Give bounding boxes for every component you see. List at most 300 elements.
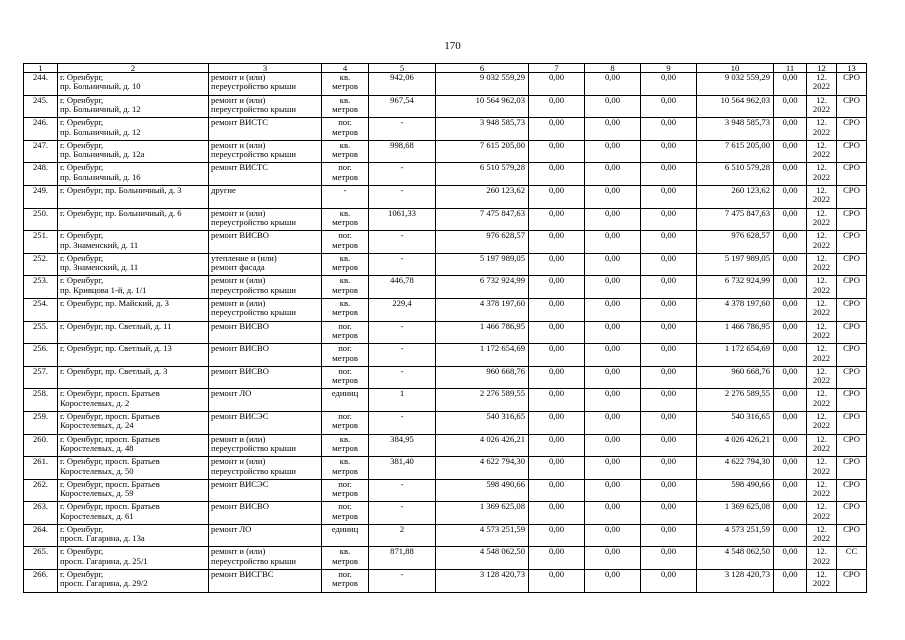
cost-col10-text: 3 128 420,73 [724, 569, 770, 580]
column-header: 9 [641, 64, 697, 73]
completion-date-cell [807, 73, 837, 96]
work-type-cell [209, 185, 322, 208]
cost-total-text: 7 615 205,00 [479, 140, 525, 150]
quantity-cell [369, 118, 436, 141]
cost-col7-text: 0,00 [548, 208, 565, 218]
completion-date-cell [807, 366, 837, 389]
cost-col9-cell [641, 95, 697, 118]
row-number-text: 255. [32, 321, 49, 331]
cost-col10-cell [697, 208, 774, 231]
cost-col9-cell [641, 457, 697, 480]
quantity-text: 384,95 [390, 434, 414, 444]
completion-date-cell [807, 479, 837, 502]
work-type-text: ремонт и (или) [211, 275, 266, 286]
funding-type-cell [837, 140, 867, 163]
address-cell [58, 502, 209, 525]
completion-date-cell [807, 253, 837, 276]
table-row [24, 298, 867, 321]
cost-col8-cell [585, 457, 641, 480]
cost-col7-text: 0,00 [548, 434, 565, 444]
cost-col8-cell [585, 434, 641, 457]
row-number-cell [24, 298, 58, 321]
address-cell [58, 140, 209, 163]
address-cell [58, 231, 209, 254]
work-type-text: переустройство крыши [211, 216, 296, 227]
row-number-text: 248. [32, 162, 49, 173]
table-row [24, 208, 867, 231]
cost-col8-cell [585, 298, 641, 321]
quantity-text: 1 [399, 388, 405, 399]
row-number-text: 244. [32, 72, 49, 82]
completion-date-text: 2022 [812, 194, 831, 205]
address-text: Коростелевых, д. 2 [60, 397, 130, 408]
work-type-cell [209, 253, 322, 276]
cost-total-text: 10 564 962,03 [475, 95, 525, 105]
cost-col8-text: 0,00 [604, 524, 621, 534]
work-type-text: ремонт и (или) [211, 140, 266, 150]
work-type-cell [209, 276, 322, 299]
cost-col8-text: 0,00 [604, 253, 621, 263]
cost-col9-text: 0,00 [660, 524, 677, 534]
column-header: 11 [774, 64, 807, 73]
row-number-cell [24, 457, 58, 480]
row-number-text: 264. [32, 524, 49, 534]
work-type-text: переустройство крыши [211, 81, 296, 92]
cost-total-cell [436, 231, 529, 254]
cost-col10-text: 260 123,62 [731, 185, 770, 195]
cost-col8-text: 0,00 [604, 479, 621, 489]
row-number-cell [24, 366, 58, 389]
cost-col11-text: 0,00 [782, 524, 798, 534]
cost-col7-text: 0,00 [548, 479, 565, 489]
address-text: г. Оренбург, [60, 140, 104, 150]
row-number-text: 257. [32, 366, 49, 376]
table-row [24, 389, 867, 412]
cost-col9-cell [641, 344, 697, 367]
cost-col9-text: 0,00 [660, 72, 677, 82]
unit-text: метров [332, 284, 358, 295]
cost-col7-text: 0,00 [548, 366, 565, 376]
quantity-cell [369, 208, 436, 231]
address-text: г. Оренбург, просп. Братьев [60, 501, 160, 512]
quantity-text: - [400, 411, 404, 421]
cost-col9-text: 0,00 [660, 253, 677, 263]
unit-cell [322, 366, 369, 389]
address-text: пр. Больничный, д. 12 [60, 126, 141, 137]
unit-cell [322, 118, 369, 141]
cost-col7-cell [529, 479, 585, 502]
unit-text: метров [332, 262, 358, 273]
cost-col8-cell [585, 253, 641, 276]
address-text: г. Оренбург, пр. Светлый, д. 3 [60, 366, 168, 376]
cost-col10-cell [697, 185, 774, 208]
cost-col10-text: 540 316,65 [731, 411, 770, 421]
completion-date-text: 2022 [812, 397, 831, 408]
unit-text: метров [332, 307, 358, 318]
cost-col10-text: 2 276 589,55 [724, 388, 770, 399]
work-type-cell [209, 163, 322, 186]
table-row [24, 524, 867, 547]
unit-text: пог. [338, 501, 352, 512]
completion-date-text: 12. [816, 95, 827, 105]
cost-col11-cell [774, 321, 807, 344]
cost-col11-cell [774, 457, 807, 480]
completion-date-text: 12. [816, 321, 827, 331]
unit-cell [322, 73, 369, 96]
cost-col9-cell [641, 140, 697, 163]
work-type-cell [209, 321, 322, 344]
cost-total-text: 4 548 062,50 [479, 546, 525, 557]
completion-date-cell [807, 95, 837, 118]
address-text: просп. Гагарина, д. 25/1 [60, 555, 148, 566]
unit-cell [322, 298, 369, 321]
unit-text: кв. [339, 72, 351, 82]
cost-col11-text: 0,00 [782, 95, 798, 105]
cost-col11-cell [774, 73, 807, 96]
row-number-cell [24, 231, 58, 254]
completion-date-text: 2022 [812, 262, 831, 273]
row-number-text: 261. [32, 456, 49, 467]
funding-type-text: СРО [843, 343, 860, 354]
work-type-text: переустройство крыши [211, 442, 296, 453]
unit-text: единиц [331, 388, 359, 399]
completion-date-text: 2022 [812, 216, 831, 227]
funding-type-text: СРО [843, 208, 860, 218]
cost-col8-text: 0,00 [604, 411, 621, 421]
cost-col8-text: 0,00 [604, 456, 621, 467]
quantity-text: - [400, 185, 404, 195]
cost-col10-cell [697, 344, 774, 367]
row-number-cell [24, 73, 58, 96]
completion-date-text: 2022 [812, 420, 831, 431]
cost-total-cell [436, 95, 529, 118]
completion-date-text: 2022 [812, 329, 831, 340]
cost-total-cell [436, 208, 529, 231]
address-text: просп. Гагарина, д. 29/2 [60, 578, 148, 589]
cost-col9-text: 0,00 [660, 411, 677, 421]
quantity-text: - [400, 569, 404, 580]
cost-total-cell [436, 321, 529, 344]
unit-text: метров [332, 510, 358, 521]
address-text: г. Оренбург, пр. Больничный, д. 6 [60, 208, 182, 218]
cost-col10-cell [697, 389, 774, 412]
funding-type-text: СС [845, 546, 858, 557]
address-text: пр. Больничный, д. 16 [60, 171, 141, 182]
unit-cell [322, 208, 369, 231]
cost-col8-text: 0,00 [604, 569, 621, 580]
completion-date-text: 12. [816, 501, 827, 512]
cost-col7-text: 0,00 [548, 162, 565, 173]
work-type-cell [209, 570, 322, 593]
unit-cell [322, 411, 369, 434]
cost-col10-text: 5 197 989,05 [724, 253, 770, 263]
address-cell [58, 163, 209, 186]
cost-col8-text: 0,00 [604, 140, 621, 150]
cost-col11-cell [774, 163, 807, 186]
cost-col8-cell [585, 163, 641, 186]
cost-col7-cell [529, 570, 585, 593]
unit-text: кв. [339, 208, 351, 218]
completion-date-text: 12. [816, 569, 827, 580]
cost-col9-text: 0,00 [660, 208, 677, 218]
cost-col8-cell [585, 524, 641, 547]
cost-col7-text: 0,00 [548, 569, 565, 580]
completion-date-text: 12. [816, 140, 827, 150]
cost-col11-text: 0,00 [782, 456, 798, 467]
funding-type-cell [837, 185, 867, 208]
completion-date-cell [807, 231, 837, 254]
cost-total-cell [436, 411, 529, 434]
work-type-cell [209, 298, 322, 321]
table-row [24, 276, 867, 299]
table-row [24, 73, 867, 96]
unit-text: пог. [338, 479, 352, 489]
completion-date-text: 12. [816, 275, 827, 286]
unit-cell [322, 163, 369, 186]
cost-col11-text: 0,00 [782, 230, 798, 241]
row-number-text: 245. [32, 95, 49, 105]
work-type-cell [209, 118, 322, 141]
completion-date-cell [807, 321, 837, 344]
quantity-text: - [400, 343, 404, 354]
cost-col7-text: 0,00 [548, 117, 565, 128]
cost-col7-cell [529, 95, 585, 118]
cost-col7-text: 0,00 [548, 524, 565, 534]
cost-col8-text: 0,00 [604, 298, 621, 308]
cost-col8-cell [585, 479, 641, 502]
cost-total-text: 9 032 559,29 [479, 72, 525, 82]
cost-col8-text: 0,00 [604, 434, 621, 444]
cost-col11-text: 0,00 [782, 321, 798, 331]
work-type-text: ремонт ЛО [211, 524, 252, 534]
cost-col8-cell [585, 95, 641, 118]
column-header: 12 [807, 64, 837, 73]
funding-type-cell [837, 208, 867, 231]
completion-date-text: 2022 [812, 149, 831, 160]
cost-col8-cell [585, 366, 641, 389]
cost-total-text: 260 123,62 [486, 185, 525, 195]
cost-total-cell [436, 185, 529, 208]
cost-total-cell [436, 434, 529, 457]
table-row [24, 163, 867, 186]
unit-text: кв. [339, 140, 351, 150]
completion-date-text: 12. [816, 298, 827, 308]
cost-col7-cell [529, 389, 585, 412]
cost-col7-text: 0,00 [548, 140, 565, 150]
cost-total-cell [436, 524, 529, 547]
quantity-cell [369, 547, 436, 570]
cost-col9-text: 0,00 [660, 230, 677, 241]
funding-type-cell [837, 321, 867, 344]
unit-cell [322, 389, 369, 412]
completion-date-cell [807, 389, 837, 412]
cost-col11-text: 0,00 [782, 208, 798, 218]
unit-text: кв. [339, 456, 351, 467]
cost-col10-text: 6 510 579,28 [724, 162, 770, 173]
table-row [24, 366, 867, 389]
row-number-text: 260. [32, 434, 49, 444]
work-type-text: ремонт ВИСГВС [211, 569, 274, 580]
unit-text: метров [332, 126, 358, 137]
work-type-text: другие [211, 185, 236, 195]
address-text: г. Оренбург, [60, 569, 104, 580]
cost-col11-cell [774, 502, 807, 525]
cost-col10-text: 3 948 585,73 [724, 117, 770, 128]
cost-col7-cell [529, 140, 585, 163]
address-text: г. Оренбург, [60, 230, 104, 241]
cost-col10-cell [697, 73, 774, 96]
cost-col11-text: 0,00 [782, 72, 798, 82]
funding-type-cell [837, 434, 867, 457]
row-number-text: 253. [32, 275, 49, 286]
quantity-cell [369, 231, 436, 254]
cost-col7-text: 0,00 [548, 321, 565, 331]
unit-text: метров [332, 442, 358, 453]
quantity-cell [369, 140, 436, 163]
cost-col10-cell [697, 118, 774, 141]
work-type-text: ремонт и (или) [211, 208, 266, 218]
address-text: Коростелевых, д. 61 [60, 510, 134, 521]
address-text: пр. Знаменский, д. 11 [60, 239, 139, 250]
cost-col10-text: 1 466 786,95 [724, 321, 770, 331]
work-type-text: ремонт ВИСТС [211, 162, 269, 173]
address-cell [58, 457, 209, 480]
table-row [24, 185, 867, 208]
cost-col7-text: 0,00 [548, 230, 565, 241]
cost-col7-text: 0,00 [548, 546, 565, 557]
cost-col9-cell [641, 208, 697, 231]
cost-col11-cell [774, 524, 807, 547]
work-type-text: ремонт ВИСВО [211, 343, 269, 354]
cost-col8-text: 0,00 [604, 366, 621, 376]
column-header: 4 [322, 64, 369, 73]
cost-col11-cell [774, 118, 807, 141]
cost-total-text: 6 510 579,28 [479, 162, 525, 173]
cost-total-cell [436, 163, 529, 186]
cost-total-cell [436, 389, 529, 412]
cost-col8-cell [585, 321, 641, 344]
cost-col9-text: 0,00 [660, 298, 677, 308]
cost-col10-text: 960 668,76 [731, 366, 770, 376]
cost-col8-text: 0,00 [604, 501, 621, 512]
cost-total-text: 1 369 625,08 [479, 501, 525, 512]
funding-type-text: СРО [843, 411, 860, 421]
cost-col10-cell [697, 547, 774, 570]
cost-col7-cell [529, 434, 585, 457]
funding-type-text: СРО [843, 185, 860, 195]
quantity-cell [369, 502, 436, 525]
cost-total-cell [436, 118, 529, 141]
cost-col9-text: 0,00 [660, 343, 677, 354]
work-type-text: ремонт ВИСВО [211, 501, 269, 512]
cost-col8-cell [585, 73, 641, 96]
cost-col9-text: 0,00 [660, 434, 677, 444]
cost-col9-text: 0,00 [660, 140, 677, 150]
cost-total-cell [436, 253, 529, 276]
quantity-text: - [400, 321, 404, 331]
work-type-text: переустройство крыши [211, 555, 296, 566]
unit-cell [322, 344, 369, 367]
table-row [24, 231, 867, 254]
unit-text: метров [332, 352, 358, 363]
completion-date-text: 12. [816, 72, 827, 82]
work-type-text: ремонт ВИСВО [211, 321, 269, 331]
completion-date-cell [807, 276, 837, 299]
cost-col10-cell [697, 411, 774, 434]
address-text: г. Оренбург, просп. Братьев [60, 411, 160, 421]
cost-col7-cell [529, 411, 585, 434]
unit-cell [322, 95, 369, 118]
unit-text: кв. [339, 298, 351, 308]
quantity-cell [369, 524, 436, 547]
cost-total-text: 598 490,66 [486, 479, 525, 489]
cost-col10-cell [697, 570, 774, 593]
unit-text: метров [332, 329, 358, 340]
work-type-text: ремонт ВИСЭС [211, 479, 269, 489]
cost-col10-cell [697, 366, 774, 389]
quantity-cell [369, 163, 436, 186]
address-cell [58, 389, 209, 412]
quantity-text: - [400, 162, 404, 173]
row-number-cell [24, 344, 58, 367]
completion-date-cell [807, 411, 837, 434]
funding-type-text: СРО [843, 366, 860, 376]
work-type-cell [209, 366, 322, 389]
funding-type-cell [837, 344, 867, 367]
column-header: 8 [585, 64, 641, 73]
quantity-cell [369, 344, 436, 367]
cost-col9-text: 0,00 [660, 388, 677, 399]
cost-col10-text: 1 172 654,69 [724, 343, 770, 354]
completion-date-text: 2022 [812, 488, 831, 499]
work-type-text: переустройство крыши [211, 307, 296, 318]
row-number-text: 263. [32, 501, 49, 512]
unit-text: кв. [339, 546, 351, 557]
cost-col9-text: 0,00 [660, 275, 677, 286]
row-number-cell [24, 208, 58, 231]
quantity-cell [369, 253, 436, 276]
completion-date-text: 2022 [812, 555, 831, 566]
address-text: г. Оренбург, пр. Майский, д. 3 [60, 298, 169, 308]
cost-col7-cell [529, 457, 585, 480]
unit-text: метров [332, 81, 358, 92]
completion-date-text: 2022 [812, 510, 831, 521]
funding-type-cell [837, 366, 867, 389]
work-type-cell [209, 95, 322, 118]
row-number-text: 247. [32, 140, 49, 150]
cost-col10-text: 7 615 205,00 [724, 140, 770, 150]
cost-col9-text: 0,00 [660, 95, 677, 105]
work-type-text: ремонт ЛО [211, 388, 252, 399]
completion-date-text: 12. [816, 230, 827, 241]
completion-date-cell [807, 547, 837, 570]
address-cell [58, 366, 209, 389]
funding-type-cell [837, 457, 867, 480]
address-text: Коростелевых, д. 48 [60, 442, 134, 453]
completion-date-cell [807, 208, 837, 231]
completion-date-text: 2022 [812, 533, 831, 544]
cost-col11-text: 0,00 [782, 140, 798, 150]
cost-col9-cell [641, 231, 697, 254]
cost-col7-text: 0,00 [548, 388, 565, 399]
funding-type-text: СРО [843, 72, 860, 82]
cost-col10-cell [697, 321, 774, 344]
quantity-cell [369, 73, 436, 96]
cost-col7-cell [529, 163, 585, 186]
quantity-text: - [400, 253, 404, 263]
completion-date-text: 12. [816, 411, 827, 421]
row-number-text: 259. [32, 411, 49, 421]
